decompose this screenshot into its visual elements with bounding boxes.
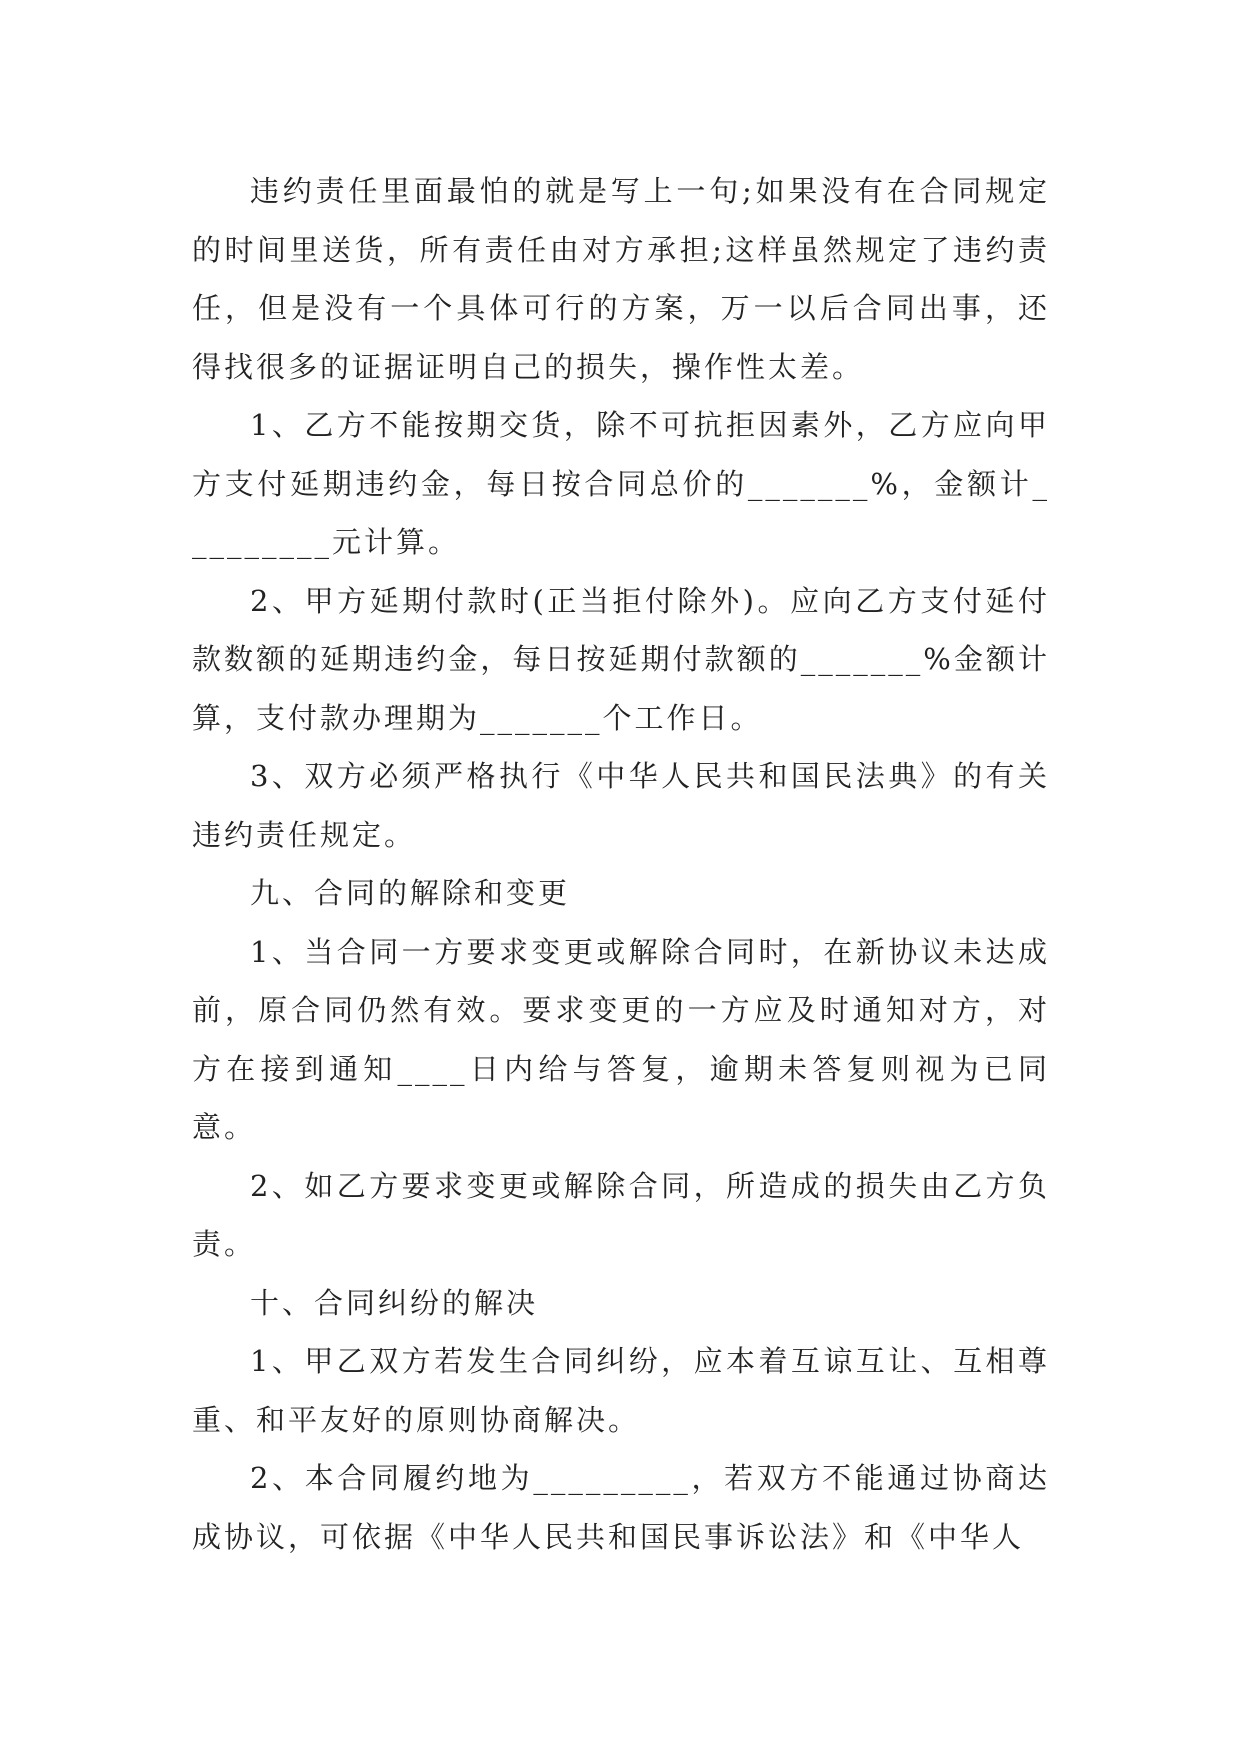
paragraph-clause-negotiation: 1、甲乙双方若发生合同纠纷，应本着互谅互让、互相尊重、和平友好的原则协商解决。 [192,1344,1050,1437]
paragraph-breach-liability-intro: 违约责任里面最怕的就是写上一句;如果没有在合同规定的时间里送货，所有责任由对方承担;这样虽然规定了违约责任，但是没有一个具体可行的方案，万一以后合同出事，还得找很多的证据证明自己的损失，操作性太差。 [192,174,1050,384]
section-heading-termination: 九、合同的解除和变更 [250,876,571,910]
section-heading-dispute: 十、合同纠纷的解决 [250,1285,539,1320]
paragraph-clause-civil-code: 3、双方必须严格执行《中华人民共和国民法典》的有关违约责任规定。 [192,759,1050,852]
document-page [192,162,1050,1566]
paragraph-clause-change-request: 1、当合同一方要求变更或解除合同时，在新协议未达成前，原合同仍然有效。要求变更的一方应及时通知对方，对方在接到通知____日内给与答复，逾期未答复则视为已同意。 [192,934,1050,1144]
paragraph-clause-seller-change-loss: 2、如乙方要求变更或解除合同，所造成的损失由乙方负责。 [192,1168,1050,1261]
paragraph-clause-performance-place: 2、本合同履约地为_________，若双方不能通过协商达成协议，可依据《中华人民共和国民事诉讼法》和《中华人 [192,1461,1050,1554]
paragraph-clause-seller-late-delivery: 1、乙方不能按期交货，除不可抗拒因素外，乙方应向甲方支付延期违约金，每日按合同总价的_______%，金额计_________元计算。 [192,408,1050,559]
paragraph-clause-buyer-late-payment: 2、甲方延期付款时(正当拒付除外)。应向乙方支付延付款数额的延期违约金，每日按延期付款额的_______%金额计算，支付款办理期为_______个工作日。 [192,583,1050,735]
